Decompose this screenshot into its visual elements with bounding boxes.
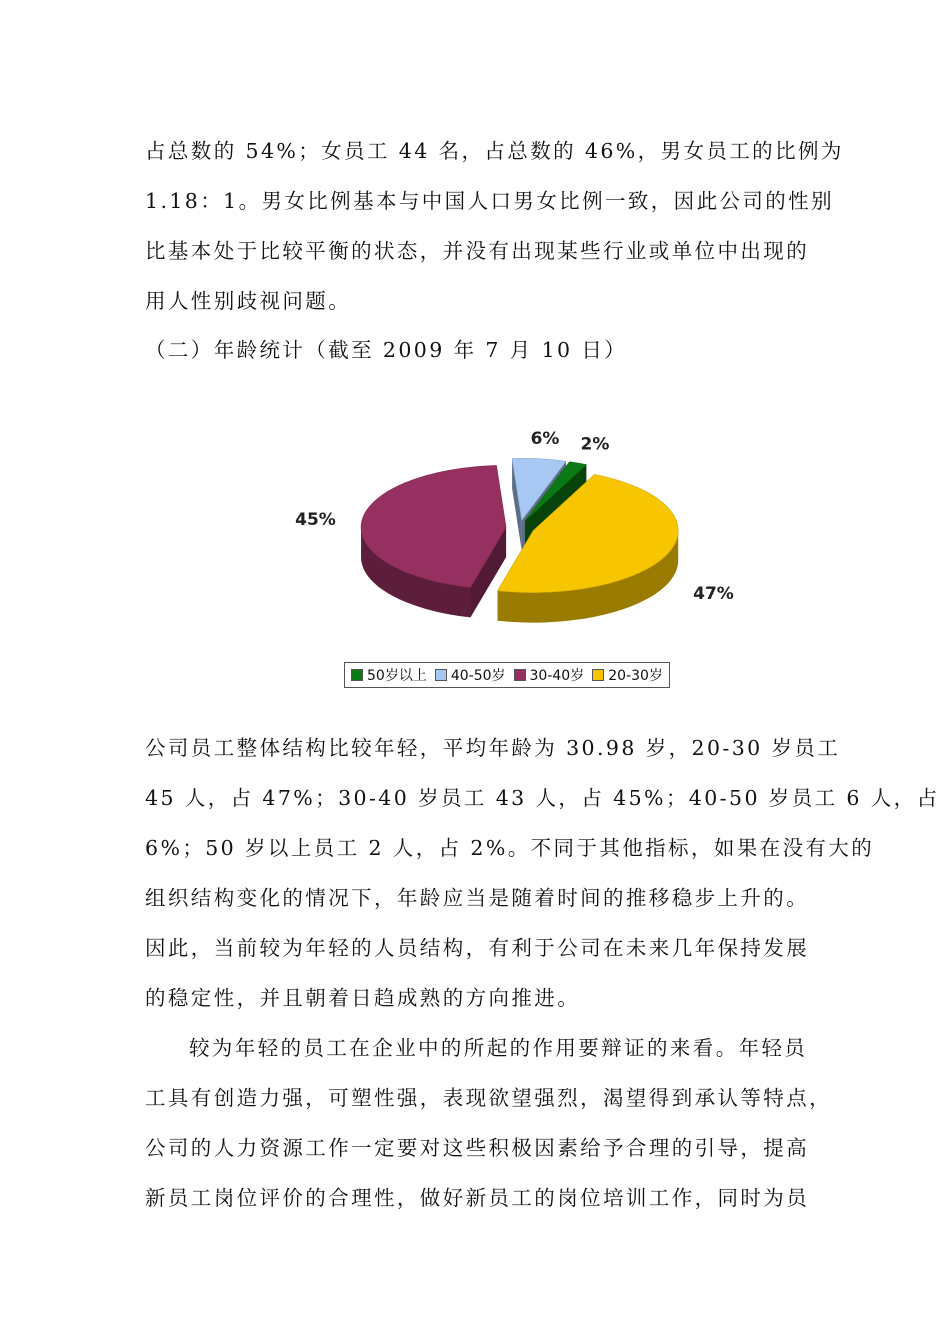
text-line: 6%；50 岁以上员工 2 人，占 2%。不同于其他指标，如果在没有大的 [145, 836, 875, 860]
pie-label-3: 2% [580, 434, 610, 455]
pie-label-1: 45% [295, 509, 336, 530]
pie-label-2: 6% [530, 429, 560, 450]
legend-swatch [514, 669, 526, 681]
text-line: 较为年轻的员工在企业中的所起的作用要辩证的来看。年轻员 [189, 1036, 808, 1060]
legend-label: 40-50岁 [450, 668, 506, 684]
text-line: 工具有创造力强，可塑性强，表现欲望强烈，渴望得到承认等特点， [145, 1086, 832, 1110]
paragraph-age-analysis [145, 723, 940, 1023]
text-line: 的稳定性，并且朝着日趋成熟的方向推进。 [145, 986, 581, 1010]
age-pie-chart [295, 429, 734, 700]
text-line: 公司员工整体结构比较年轻，平均年龄为 30.98 岁，20-30 岁员工 [145, 736, 841, 760]
text-line: 组织结构变化的情况下，年龄应当是随着时间的推移稳步上升的。 [145, 886, 810, 910]
legend-item-2 [435, 665, 506, 685]
paragraph-young-staff [145, 1023, 832, 1223]
legend-item-1 [514, 665, 585, 685]
text-line: 比基本处于比较平衡的状态，并没有出现某些行业或单位中出现的 [145, 239, 810, 263]
legend-item-0 [592, 665, 663, 685]
text-line: 用人性别歧视问题。 [145, 289, 352, 313]
pie-slice-1 [361, 465, 506, 617]
text-line: 因此，当前较为年轻的人员结构，有利于公司在未来几年保持发展 [145, 936, 810, 960]
paragraph-gender-ratio [145, 126, 844, 326]
legend-label: 20-30岁 [608, 668, 663, 684]
text-line: 占总数的 54%；女员工 44 名，占总数的 46%，男女员工的比例为 [145, 139, 844, 163]
chart-legend [344, 662, 670, 688]
legend-swatch [435, 669, 447, 681]
section-heading: （二）年龄统计（截至 2009 年 7 月 10 日） [145, 338, 628, 362]
pie-chart-svg [295, 429, 734, 655]
legend-item-3 [351, 665, 427, 685]
legend-swatch [592, 669, 604, 681]
text-line: 新员工岗位评价的合理性，做好新员工的岗位培训工作，同时为员 [145, 1186, 810, 1210]
legend-swatch [351, 669, 363, 681]
text-line: 公司的人力资源工作一定要对这些积极因素给予合理的引导，提高 [145, 1136, 810, 1160]
pie-label-0: 47% [693, 584, 734, 605]
legend-label: 50岁以上 [367, 668, 427, 684]
legend-label: 30-40岁 [529, 668, 585, 684]
text-line: 1.18：1。男女比例基本与中国人口男女比例一致，因此公司的性别 [145, 189, 834, 213]
text-line: 45 人，占 47%；30-40 岁员工 43 人，占 45%；40-50 岁员工 6 人，占 [145, 786, 940, 810]
